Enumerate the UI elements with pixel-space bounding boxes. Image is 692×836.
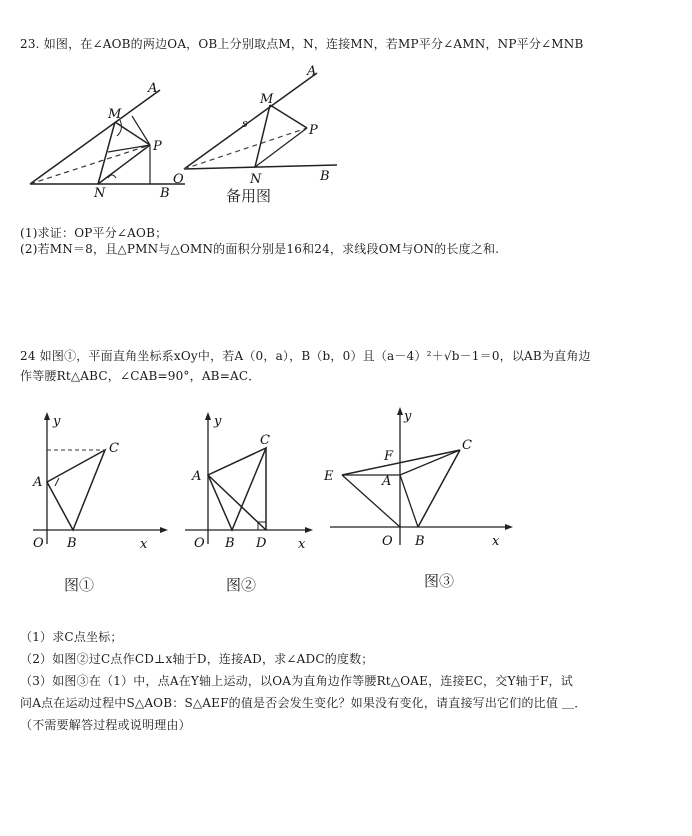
label-c: C bbox=[260, 433, 270, 448]
label-b: B bbox=[320, 169, 330, 184]
perp-pa bbox=[132, 116, 150, 145]
q24-part2: （2）如图②过C点作CD⊥x轴于D，连接AD，求∠ADC的度数； bbox=[20, 652, 374, 666]
label-x: x bbox=[298, 537, 306, 552]
q23-part2: (2)若MN＝8，且△PMN与△OMN的面积分别是16和24，求线段OM与ON的长度之和. bbox=[20, 242, 500, 256]
y-arrow bbox=[397, 407, 403, 415]
label-a: A bbox=[192, 469, 202, 484]
seg-ac bbox=[400, 450, 460, 475]
label-a: A bbox=[307, 64, 317, 79]
label-x: x bbox=[492, 534, 500, 549]
label-a: A bbox=[382, 474, 392, 489]
label-b: B bbox=[67, 536, 77, 551]
label-o: O bbox=[33, 536, 44, 551]
triangle-abc bbox=[208, 448, 266, 530]
label-y: y bbox=[53, 414, 61, 429]
dashed-op bbox=[184, 128, 307, 169]
triangle-abc bbox=[47, 450, 105, 530]
q23-figure-main bbox=[20, 80, 190, 201]
label-a: A bbox=[148, 81, 158, 96]
seg-mp bbox=[115, 122, 150, 145]
label-m: M bbox=[260, 92, 274, 107]
label-c: C bbox=[109, 441, 119, 456]
ray-ob bbox=[184, 165, 337, 169]
q24-caption-1: 图① bbox=[64, 576, 95, 594]
q24-part3-line2: 问A点在运动过程中S△AOB：S△AEF的值是否会发生变化？如果没有变化，请直接写出它们的比值 ＿． bbox=[20, 696, 587, 710]
label-a: A bbox=[33, 475, 43, 490]
q23-figure-backup bbox=[172, 65, 352, 190]
q24-figure-3 bbox=[320, 405, 520, 555]
label-f: F bbox=[384, 449, 394, 464]
q24-figure-1 bbox=[25, 410, 175, 555]
q23-caption: 备用图 bbox=[226, 187, 272, 205]
label-p: P bbox=[309, 123, 318, 138]
q24-caption-2: 图② bbox=[226, 576, 257, 594]
label-o: O bbox=[194, 536, 205, 551]
angle-arc-m bbox=[117, 120, 121, 136]
label-o: O bbox=[173, 172, 184, 187]
label-e: E bbox=[324, 469, 334, 484]
dashed-op bbox=[30, 145, 150, 184]
label-p: P bbox=[153, 139, 162, 154]
label-y: y bbox=[214, 414, 222, 429]
label-x: x bbox=[140, 537, 148, 552]
q24-part3-line1: （3）如图③在（1）中，点A在Y轴上运动，以OA为直角边作等腰Rt△OAE，连接EC，交Y轴于F，试 bbox=[20, 674, 573, 688]
y-arrow bbox=[205, 412, 211, 420]
label-b: B bbox=[160, 186, 170, 201]
label-n: N bbox=[94, 186, 106, 201]
q24-header-line2: 作等腰Rt△ABC，∠CAB=90°，AB=AC． bbox=[20, 369, 261, 383]
seg-ad bbox=[208, 475, 266, 530]
label-c: C bbox=[462, 438, 472, 453]
label-m: M bbox=[108, 107, 122, 122]
label-d: D bbox=[256, 536, 267, 551]
q24-caption-3: 图③ bbox=[424, 572, 455, 590]
seg-np bbox=[98, 145, 150, 184]
label-b: B bbox=[225, 536, 235, 551]
perp-pmn bbox=[108, 145, 150, 152]
x-arrow bbox=[505, 524, 513, 530]
q23-header: 23. 如图，在∠AOB的两边OA，OB上分别取点M，N，连接MN，若MP平分∠AMN，NP平分∠MNB bbox=[20, 37, 584, 51]
seg-ab bbox=[400, 475, 418, 527]
q24-figure-2 bbox=[180, 410, 325, 555]
q23-part1: (1)求证：OP平分∠AOB； bbox=[20, 226, 168, 240]
y-arrow bbox=[44, 412, 50, 420]
label-y: y bbox=[404, 409, 412, 424]
label-o: O bbox=[382, 534, 393, 549]
x-arrow bbox=[305, 527, 313, 533]
label-n: N bbox=[250, 172, 262, 187]
label-b: B bbox=[415, 534, 425, 549]
x-arrow bbox=[160, 527, 168, 533]
seg-mp bbox=[270, 105, 307, 128]
ray-oa bbox=[30, 90, 160, 184]
angle-mark: s bbox=[242, 117, 248, 130]
seg-bc bbox=[418, 450, 460, 527]
q24-part1: （1）求C点坐标； bbox=[20, 630, 123, 644]
q24-header-line1: 24 如图①，平面直角坐标系xOy中，若A（0，a），B（b，0）且（a－4）²＋√b－1＝0，以AB为直角边 bbox=[20, 349, 591, 363]
seg-ec bbox=[342, 450, 460, 475]
q24-part3-line3: （不需要解答过程或说明理由） bbox=[20, 718, 191, 732]
right-angle-a bbox=[55, 478, 59, 486]
